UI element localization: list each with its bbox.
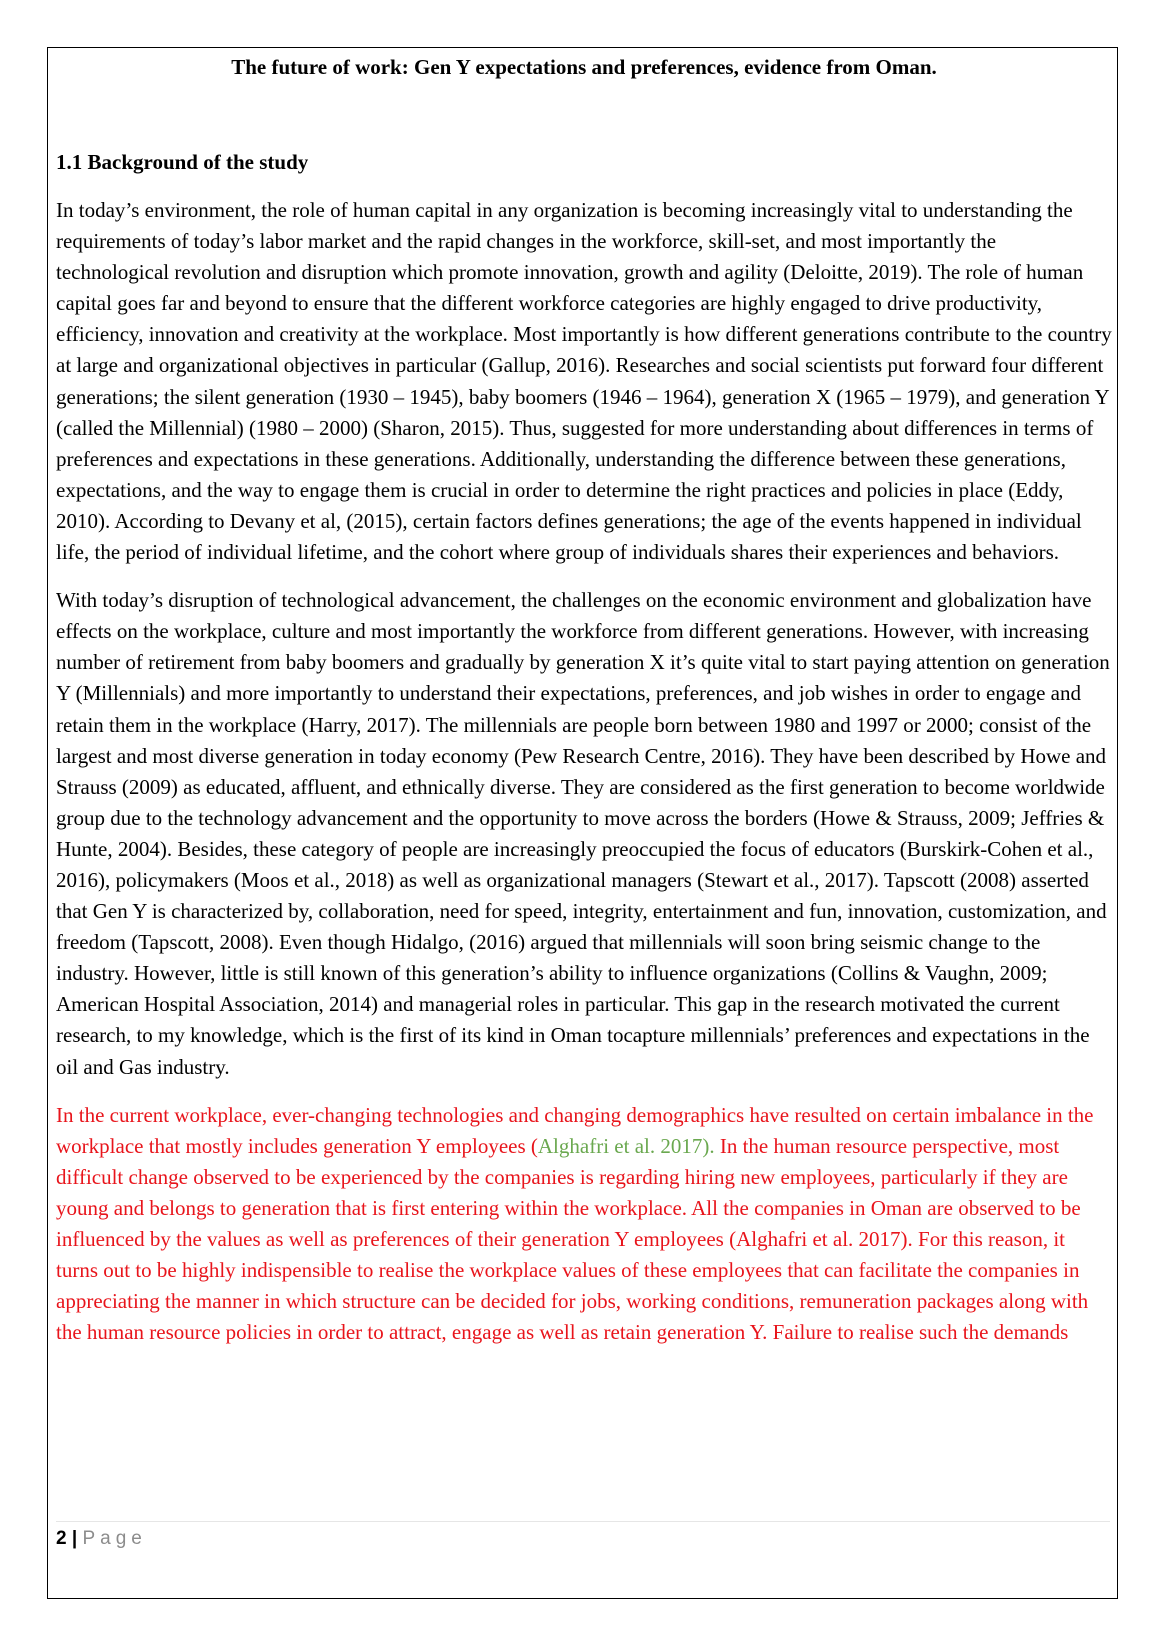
page-footer: [56, 1527, 147, 1551]
document-body: [56, 52, 1112, 1348]
document-title: The future of work: Gen Y expectations and preferences, evidence from Oman.: [231, 55, 937, 79]
paragraph-1: In today’s environment, the role of human capital in any organization is becoming increasingly vital to understanding the requirements of today’s labor market and the rapid changes in the workforce, skill-set, and most importantly the technological revolution and disruption which promote innovation, growth and agility (Deloitte, 2019). The role of human capital goes far and beyond to ensure that the different workforce categories are highly engaged to drive productivity, efficiency, innovation and creativity at the workplace. Most importantly is how different generations contribute to the country at large and organizational objectives in particular (Gallup, 2016). Researches and social scientists put forward four different generations; the silent generation (1930 – 1945), baby boomers (1946 – 1964), generation X (1965 – 1979), and generation Y (called the Millennial) (1980 – 2000) (Sharon, 2015). Thus, suggested for more understanding about differences in terms of preferences and expectations in these generations. Additionally, understanding the difference between these generations, expectations, and the way to engage them is crucial in order to determine the right practices and policies in place (Eddy, 2010). According to Devany et al, (2015), certain factors defines generations; the age of the events happened in individual life, the period of individual lifetime, and the cohort where group of individuals shares their experiences and behaviors.: [56, 198, 1112, 565]
page-number: 2: [56, 1528, 67, 1549]
paragraph-3: [56, 1100, 1112, 1349]
footer-divider: [56, 1521, 1110, 1522]
page-label: Page: [82, 1528, 147, 1549]
footer-separator: |: [71, 1528, 78, 1549]
citation-green: Alghafri et al. 2017).: [537, 1133, 715, 1158]
section-heading: 1.1 Background of the study: [56, 150, 309, 174]
paragraph-3-text-start: In the current workplace, ever-changing technologies and changing demographics have resulted on certain imbalance in the workplace that mostly includes generation Y employees (: [56, 1102, 1094, 1158]
paragraph-2: With today’s disruption of technological advancement, the challenges on the economic environment and globalization have effects on the workplace, culture and most importantly the workforce from different generations. However, with increasing number of retirement from baby boomers and gradually by generation X it’s quite vital to start paying attention on generation Y (Millennials) and more importantly to understand their expectations, preferences, and job wishes in order to engage and retain them in the workplace (Harry, 2017). The millennials are people born between 1980 and 1997 or 2000; consist of the largest and most diverse generation in today economy (Pew Research Centre, 2016). They have been described by Howe and Strauss (2009) as educated, affluent, and ethnically diverse. They are considered as the first generation to become worldwide group due to the technology advancement and the opportunity to move across the borders (Howe & Strauss, 2009; Jeffries & Hunte, 2004). Besides, these category of people are increasingly preoccupied the focus of educators (Burskirk-Cohen et al., 2016), policymakers (Moos et al., 2018) as well as organizational managers (Stewart et al., 2017). Tapscott (2008) asserted that Gen Y is characterized by, collaboration, need for speed, integrity, entertainment and fun, innovation, customization, and freedom (Tapscott, 2008). Even though Hidalgo, (2016) argued that millennials will soon bring seismic change to the industry. However, little is still known of this generation’s ability to influence organizations (Collins & Vaughn, 2009; American Hospital Association, 2014) and managerial roles in particular. This gap in the research motivated the current research, to my knowledge, which is the first of its kind in Oman tocapture millennials’ preferences and expectations in the oil and Gas industry.: [56, 588, 1110, 1079]
paragraph-3-text-end: In the human resource perspective, most difficult change observed to be experienced by the companies is regarding hiring new employees, particularly if they are young and belongs to generation that is first entering within the workplace. All the companies in Oman are observed to be influenced by the values as well as preferences of their generation Y employees (Alghafri et al. 2017). For this reason, it turns out to be highly indispensible to realise the workplace values of these employees that can facilitate the companies in appreciating the manner in which structure can be decided for jobs, working conditions, remuneration packages along with the human resource policies in order to attract, engage as well as retain generation Y. Failure to realise such the demands: [56, 1133, 1089, 1345]
